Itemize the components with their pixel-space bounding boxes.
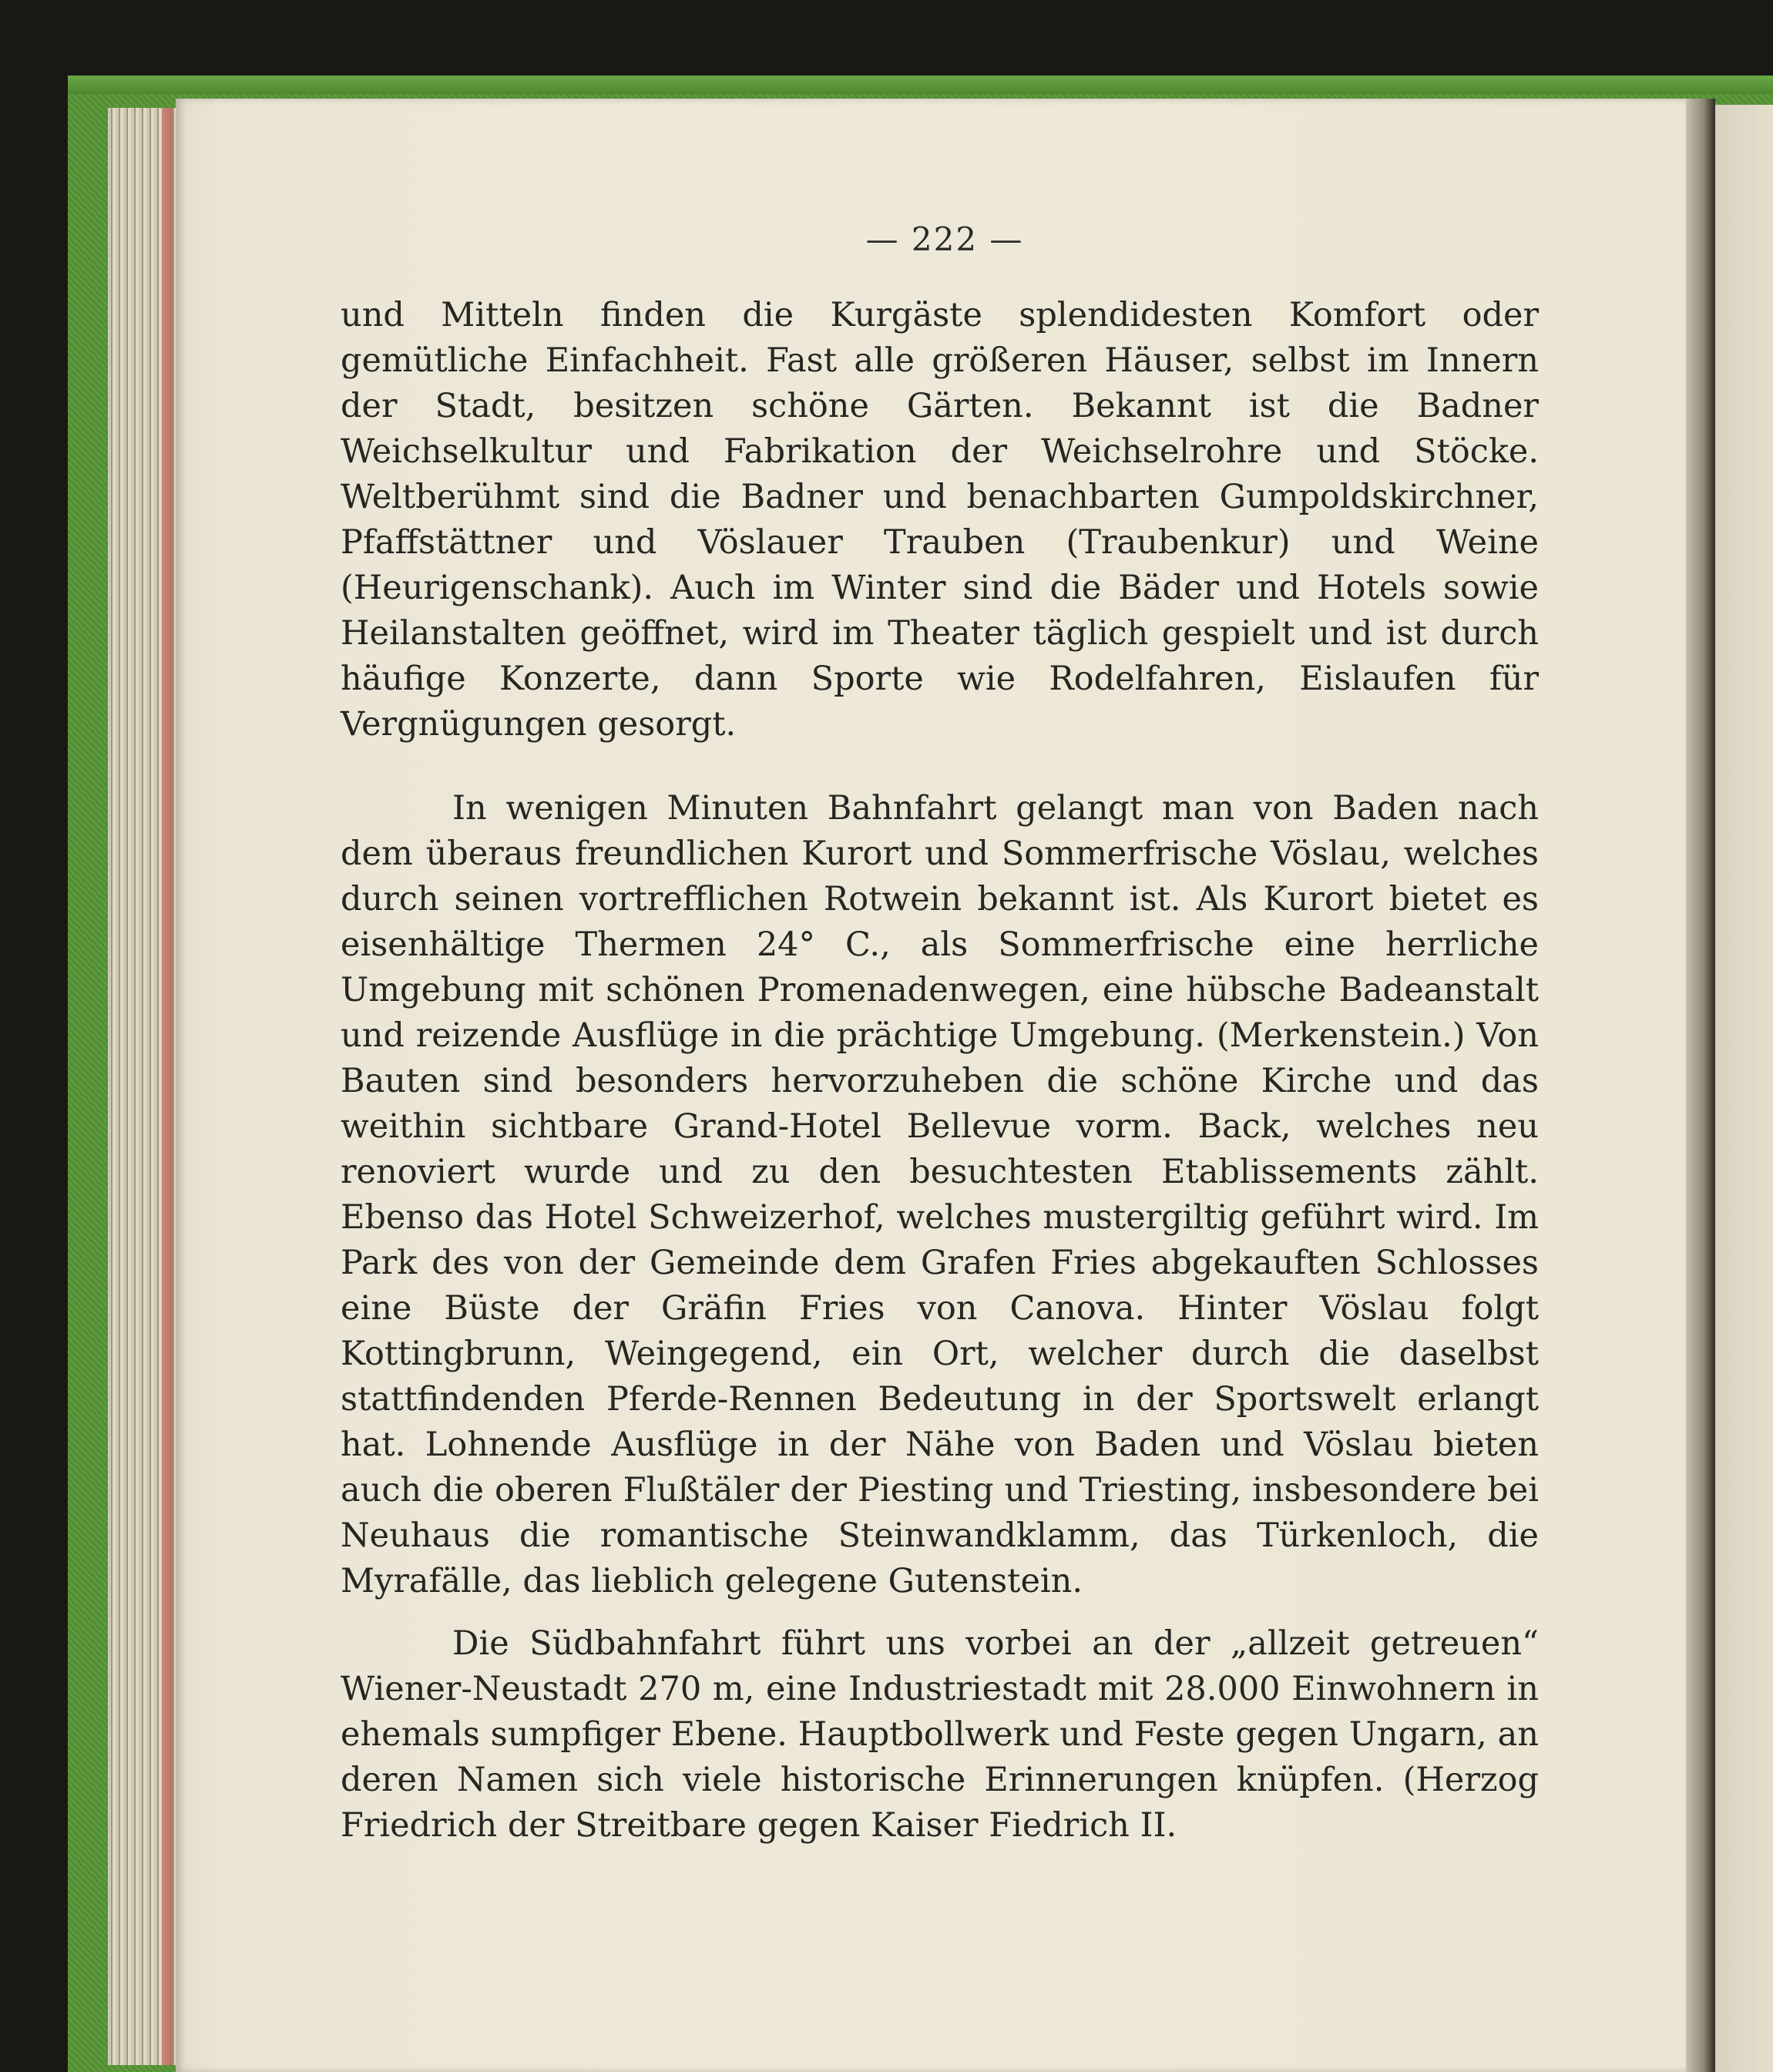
cover-top-edge [68, 76, 1773, 94]
body-text [341, 293, 1539, 1849]
page-gutter [1686, 99, 1715, 2072]
paragraph-1: und Mitteln finden die Kurgäste splendidesten Komfort oder gemütliche Einfachheit. Fast alle größeren Häuser, selbst im Innern der Stadt, besitzen schöne Gärten. Bekannt ist die Badner Weichselkultur und Fabrikation der Weichselrohre und Stöcke. Weltberühmt sind die Badner und benachbarten Gumpoldskirchner, Pfaffstättner und Vöslauer Trauben (Traubenkur) und Weine (Heurigenschank). Auch im Winter sind die Bäder und Hotels sowie Heilanstalten geöffnet, wird im Theater täglich gespielt und ist durch häufige Konzerte, dann Sporte wie Rodelfahren, Eislaufen für Vergnügungen gesorgt. [341, 296, 1539, 744]
page-number: — 222 — [865, 220, 1024, 258]
paragraph-3: Die Südbahnfahrt führt uns vorbei an der „allzeit getreuen“ Wiener-Neustadt 270 m, eine Industriestadt mit 28.000 Einwohnern in ehemals sumpfiger Ebene. Hauptbollwerk und Feste gegen Ungarn, an deren Namen sich viele historische Erinnerungen knüpfen. (Herzog Friedrich der Streitbare gegen Kaiser Fiedrich II. [341, 1624, 1539, 1845]
facing-page [1715, 105, 1773, 2072]
page-stack-red-edge [162, 108, 173, 2065]
paragraph-2: In wenigen Minuten Bahnfahrt gelangt man von Baden nach dem überaus freundlichen Kurort und Sommerfrische Vöslau, welches durch seinen vortrefflichen Rotwein bekannt ist. Als Kurort bietet es eisenhältige Thermen 24° C., als Sommerfrische eine herrliche Umgebung mit schönen Promenadenwegen, eine hübsche Badeanstalt und reizende Ausflüge in die prächtige Umgebung. (Merkenstein.) Von Bauten sind besonders hervorzuheben die schöne Kirche und das weithin sichtbare Grand-Hotel Bellevue vorm. Back, welches neu renoviert wurde und zu den besuchtesten Etablissements zählt. Ebenso das Hotel Schweizerhof, welches mustergiltig geführt wird. Im Park des von der Gemeinde dem Grafen Fries abgekauften Schlosses eine Büste der Gräfin Fries von Canova. Hinter Vöslau folgt Kottingbrunn, Weingegend, ein Ort, welcher durch die daselbst stattfindenden Pferde-Rennen Bedeutung in der Sportswelt erlangt hat. Lohnende Ausflüge in der Nähe von Baden und Vöslau bieten auch die oberen Flußtäler der Piesting und Triesting, insbesondere bei Neuhaus die romantische Steinwandklamm, das Türkenloch, die Myrafälle, das lieblich gelegene Gutenstein. [341, 789, 1539, 1600]
